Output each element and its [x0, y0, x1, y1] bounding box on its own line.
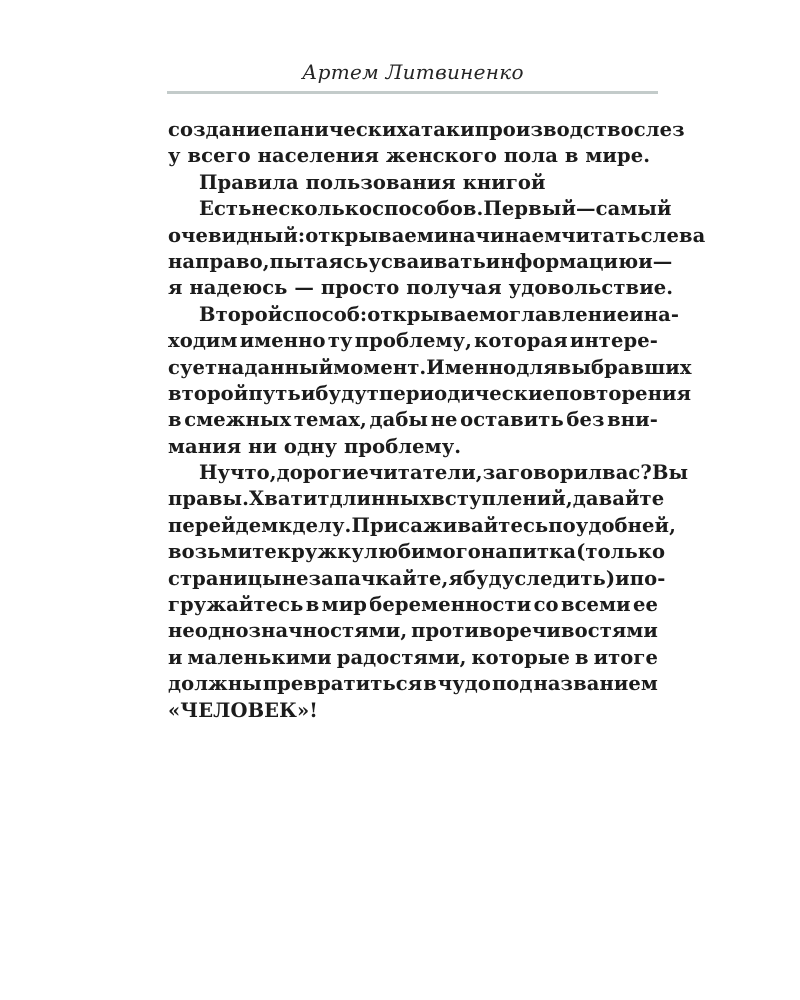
word: правы. — [168, 487, 250, 511]
word: следить) — [514, 566, 616, 590]
word: создание — [168, 118, 273, 141]
word: страницы — [168, 566, 282, 590]
word: в — [574, 645, 589, 669]
word: беременности — [369, 593, 532, 617]
word: на — [217, 355, 245, 379]
word: Второй — [199, 302, 283, 326]
word: самый — [595, 197, 672, 221]
word: слева — [640, 223, 706, 247]
word: в — [305, 593, 320, 617]
text-line — [168, 117, 685, 143]
word: что, — [230, 461, 277, 485]
word: кружку — [276, 540, 364, 564]
word: на- — [643, 302, 680, 326]
word: чудо — [437, 672, 491, 696]
word: открываем — [305, 223, 434, 247]
word: сует — [168, 355, 218, 379]
word: в — [423, 672, 437, 696]
word: давайте — [572, 487, 665, 511]
word: Ну — [199, 461, 231, 485]
word: открываем — [367, 302, 497, 326]
word: итоге — [593, 645, 658, 669]
word: момент. — [333, 355, 427, 379]
text-line — [168, 671, 658, 697]
word: заговорил — [482, 461, 603, 485]
word: всеми — [560, 593, 631, 617]
word: Вы — [651, 461, 689, 485]
word: начинаем — [448, 223, 562, 247]
word: по- — [629, 566, 666, 590]
word: любимого — [364, 540, 481, 564]
word: поудобней, — [548, 513, 676, 537]
word: радостями, — [336, 645, 467, 669]
word: слез — [633, 118, 685, 141]
word: Именно — [426, 355, 517, 379]
word: выбравших — [557, 355, 692, 379]
word: напитка — [480, 540, 577, 564]
word: усваивать — [368, 249, 486, 273]
word: Присаживайтесь — [351, 513, 549, 537]
word: превратиться — [262, 672, 423, 696]
word: делу. — [292, 513, 352, 537]
word: второй — [168, 381, 249, 405]
word: вступлений, — [431, 487, 573, 511]
word: буду — [462, 566, 515, 590]
word: гружайтесь — [168, 593, 304, 617]
word: производство — [474, 118, 634, 141]
word: должны — [168, 672, 262, 696]
text-line — [168, 249, 673, 275]
word: Хватит — [249, 487, 330, 511]
word: будут — [315, 381, 379, 405]
word: проблему, — [354, 329, 472, 353]
word: читатели, — [368, 461, 483, 485]
word: интере- — [569, 329, 658, 353]
section-heading: Правила пользования книгой — [199, 170, 546, 194]
word: я — [448, 566, 463, 590]
word: и — [629, 302, 644, 326]
word: периодические — [378, 381, 556, 405]
word: данный — [244, 355, 334, 379]
word: направо, — [168, 249, 270, 273]
word: не — [430, 408, 458, 432]
word: и — [460, 118, 475, 141]
word: и — [615, 566, 630, 590]
word: дабы — [369, 408, 429, 432]
word: ее — [632, 593, 658, 617]
word: и — [168, 645, 183, 669]
text-line: «ЧЕЛОВЕК»! — [168, 698, 318, 722]
word: Первый — [483, 197, 577, 221]
word: противоречивостями — [411, 619, 658, 643]
word: именно — [239, 329, 326, 353]
text-line: мания ни одну проблему. — [168, 434, 462, 458]
text-line: у всего населения женского пола в мире. — [168, 144, 651, 168]
word: способ: — [282, 302, 368, 326]
text-line — [168, 460, 689, 486]
word: несколько — [251, 197, 373, 221]
text-line — [168, 355, 692, 381]
word: мир — [321, 593, 368, 617]
word: для — [516, 355, 558, 379]
word: вас? — [602, 461, 652, 485]
text-line — [168, 302, 680, 328]
word: неоднозначностями, — [168, 619, 408, 643]
word: пытаясь — [269, 249, 369, 273]
text-line — [168, 592, 658, 618]
word: — — [576, 197, 596, 221]
text-line — [168, 381, 692, 407]
word: которая — [474, 329, 568, 353]
word: оглавление — [496, 302, 630, 326]
word: маленькими — [187, 645, 332, 669]
text-line — [168, 486, 665, 512]
header-rule — [167, 91, 658, 94]
word: возьмите — [168, 540, 277, 564]
word: Есть — [199, 197, 252, 221]
word: путь — [248, 381, 301, 405]
word: (только — [576, 540, 666, 564]
word: в — [168, 408, 182, 432]
word: которые — [471, 645, 570, 669]
word: дорогие — [276, 461, 369, 485]
word: очевидный: — [168, 223, 306, 247]
word: без — [566, 408, 605, 432]
word: атак — [408, 118, 461, 141]
word: темах, — [293, 408, 367, 432]
word: — — [652, 249, 673, 273]
word: со — [533, 593, 559, 617]
word: не — [281, 566, 309, 590]
running-head-author: Артем Литвиненко — [302, 60, 524, 84]
word: смежных — [184, 408, 292, 432]
text-line — [168, 196, 672, 222]
word: панических — [272, 118, 409, 141]
word: оставить — [460, 408, 564, 432]
text-line — [168, 618, 658, 644]
text-line — [168, 539, 666, 565]
word: способов. — [372, 197, 484, 221]
word: ходим — [168, 329, 238, 353]
word: длинных — [329, 487, 432, 511]
text-line — [168, 566, 666, 592]
word: и — [300, 381, 316, 405]
word: и — [638, 249, 653, 273]
word: и — [433, 223, 449, 247]
text-line — [168, 223, 706, 249]
word: читать — [561, 223, 641, 247]
word: к — [278, 513, 293, 537]
word: под — [491, 672, 533, 696]
text-line — [168, 407, 658, 433]
word: информацию — [485, 249, 639, 273]
text-line — [168, 328, 658, 354]
word: запачкайте, — [308, 566, 449, 590]
body-text — [168, 117, 706, 724]
word: повторения — [555, 381, 692, 405]
text-line: я надеюсь — просто получая удовольствие. — [168, 276, 674, 300]
text-line — [168, 513, 676, 539]
text-line — [168, 645, 658, 671]
word: перейдем — [168, 513, 279, 537]
word: ту — [327, 329, 353, 353]
word: названием — [533, 672, 658, 696]
word: вни- — [607, 408, 658, 432]
